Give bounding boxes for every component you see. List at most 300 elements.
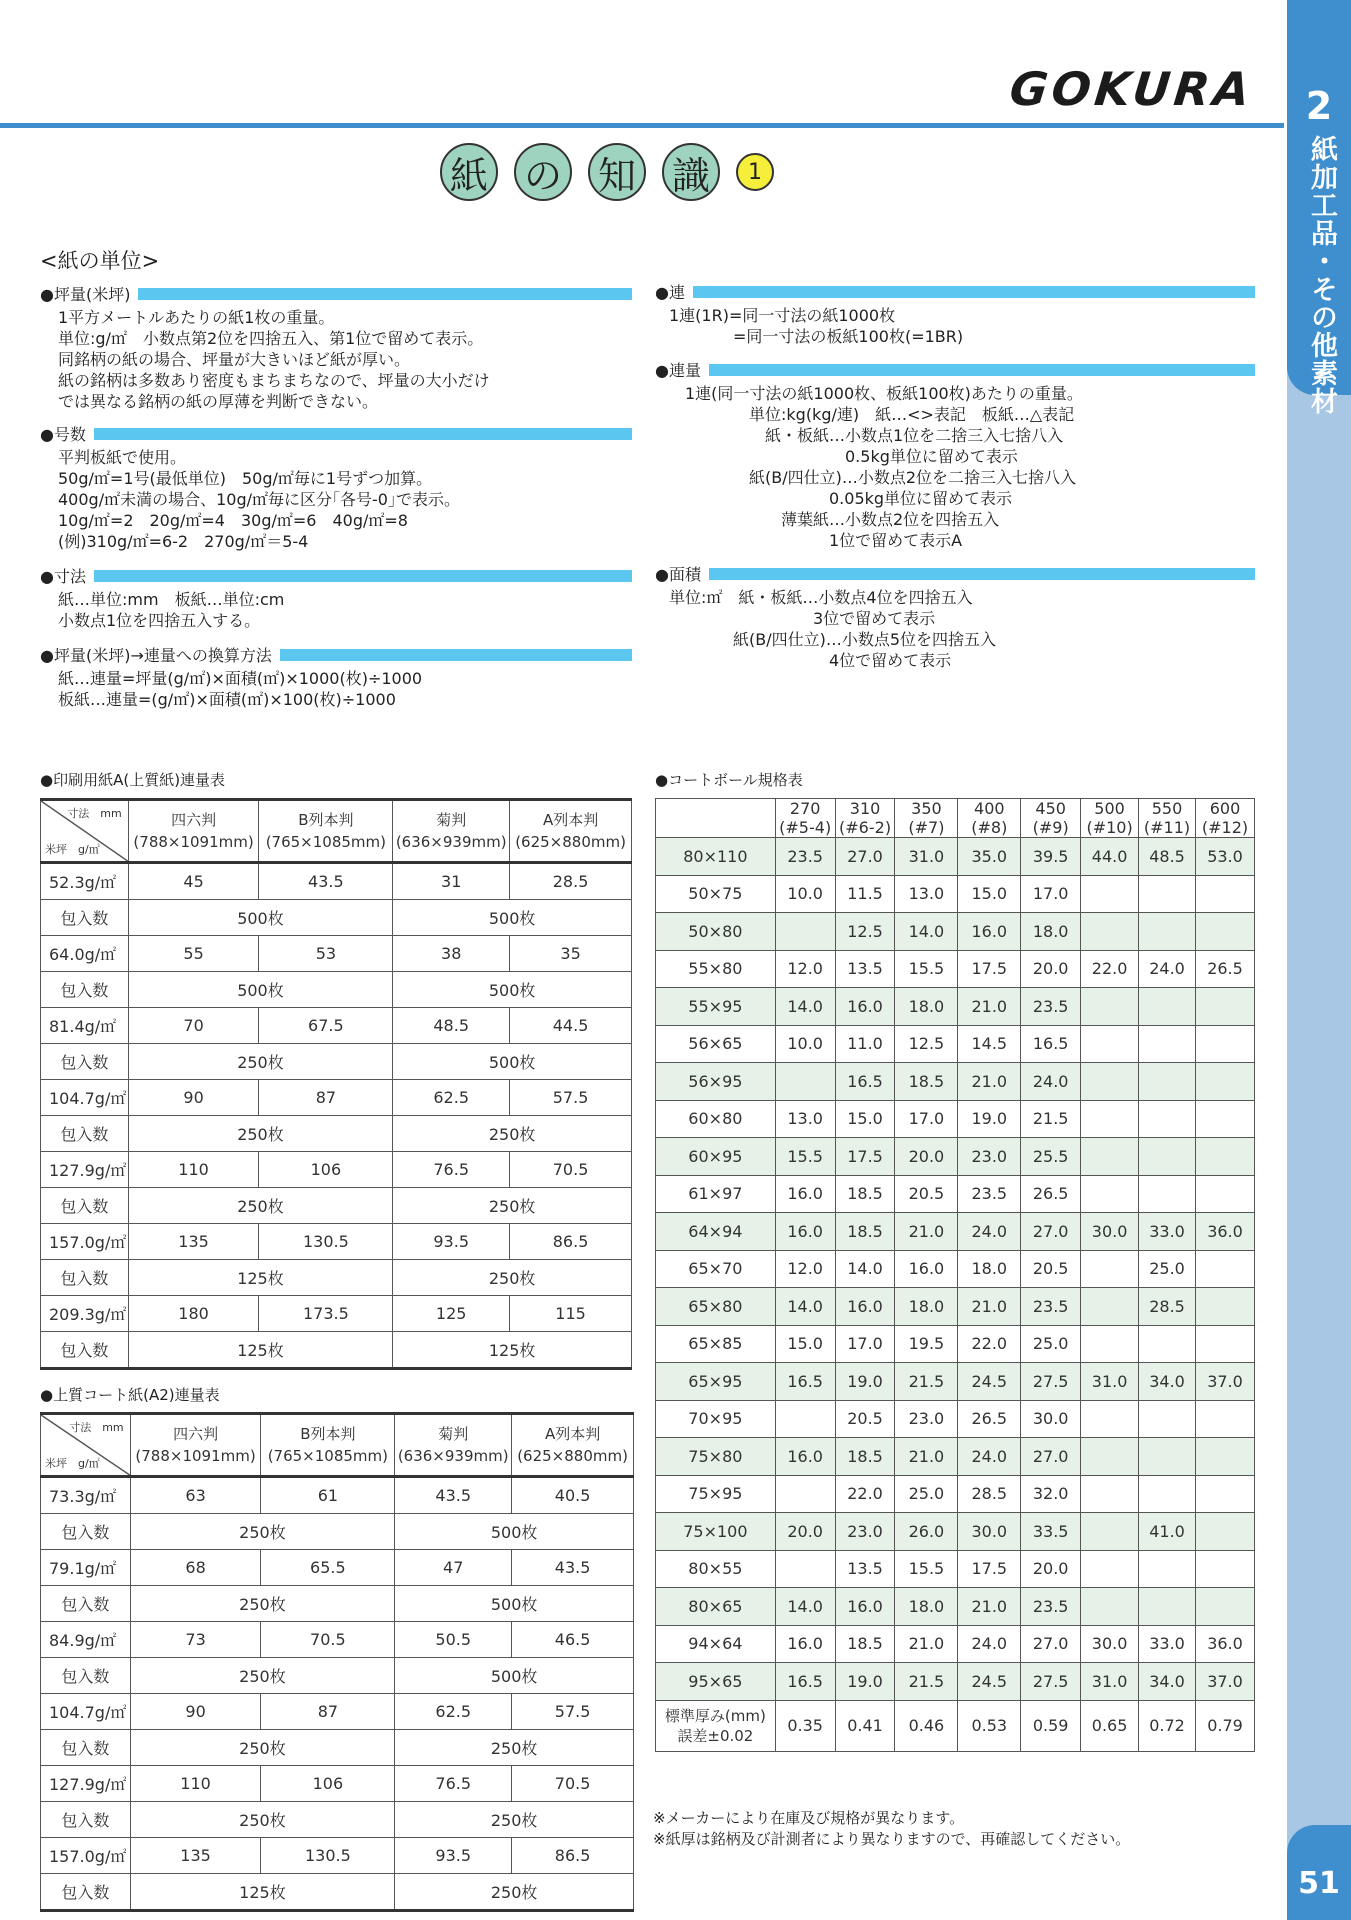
- pack-count-cell: 125枚: [128, 1260, 393, 1296]
- value-cell: 37.0: [1196, 1363, 1255, 1401]
- pack-count-cell: 250枚: [395, 1874, 634, 1911]
- ream-weight-cell: 40.5: [512, 1477, 634, 1514]
- table-row: [656, 1363, 1255, 1401]
- table-row: [656, 1400, 1255, 1438]
- value-cell: 25.0: [1021, 1325, 1081, 1363]
- weight-cell: 52.3g/㎡: [41, 863, 129, 900]
- ream-weight-cell: 43.5: [259, 863, 393, 900]
- pack-count-cell: 250枚: [393, 1188, 632, 1224]
- value-cell: [775, 1475, 835, 1513]
- pack-count-cell: 250枚: [395, 1730, 634, 1766]
- pack-label: 包入数: [41, 972, 129, 1008]
- value-cell: 33.0: [1139, 1213, 1196, 1251]
- pack-label: 包入数: [41, 1116, 129, 1152]
- page-number: 51: [1298, 1866, 1340, 1901]
- value-cell: 24.0: [958, 1625, 1021, 1663]
- size-cell: 50×80: [656, 913, 776, 951]
- value-cell: 23.5: [1021, 988, 1081, 1026]
- value-cell: [1081, 1063, 1139, 1101]
- table-row: [656, 1325, 1255, 1363]
- table-row: [656, 1663, 1255, 1701]
- value-cell: 36.0: [1196, 1625, 1255, 1663]
- table-row: [41, 1152, 632, 1188]
- pack-row: [41, 1514, 634, 1550]
- table-row: [656, 913, 1255, 951]
- section-title: ●連: [655, 282, 685, 302]
- value-cell: 23.0: [895, 1400, 958, 1438]
- table-row: [656, 1288, 1255, 1326]
- value-cell: 25.0: [1139, 1250, 1196, 1288]
- ream-weight-cell: 70: [128, 1008, 259, 1044]
- section-conversion: [40, 645, 632, 710]
- value-cell: 24.0: [958, 1438, 1021, 1476]
- value-cell: 34.0: [1139, 1363, 1196, 1401]
- value-cell: 14.0: [775, 1288, 835, 1326]
- header-corner: [656, 799, 776, 838]
- ream-weight-cell: 90: [128, 1080, 259, 1116]
- thickness-cell: 0.53: [958, 1700, 1021, 1751]
- section-area: [655, 564, 1255, 671]
- ream-weight-cell: 63: [130, 1477, 261, 1514]
- value-cell: 18.5: [835, 1625, 895, 1663]
- value-cell: 31.0: [1081, 1663, 1139, 1701]
- value-cell: [1081, 913, 1139, 951]
- table-header-row: [656, 799, 1255, 838]
- size-cell: 65×85: [656, 1325, 776, 1363]
- value-cell: 16.0: [895, 1250, 958, 1288]
- value-cell: 19.5: [895, 1325, 958, 1363]
- pack-row: [41, 972, 632, 1008]
- header-cell: A列本判 (625×880mm): [512, 1414, 634, 1477]
- value-cell: 19.0: [958, 1100, 1021, 1138]
- value-cell: [1139, 1063, 1196, 1101]
- table-row: [41, 1008, 632, 1044]
- value-cell: 16.5: [775, 1663, 835, 1701]
- value-cell: 31.0: [895, 838, 958, 876]
- value-cell: [1081, 1588, 1139, 1626]
- value-cell: 30.0: [1081, 1213, 1139, 1251]
- value-cell: 18.5: [895, 1063, 958, 1101]
- value-cell: 21.0: [958, 1063, 1021, 1101]
- value-cell: [1139, 875, 1196, 913]
- value-cell: [1139, 1400, 1196, 1438]
- header-rule: [0, 123, 1284, 128]
- ream-weight-cell: 28.5: [510, 863, 632, 900]
- value-cell: 16.0: [775, 1625, 835, 1663]
- pack-label: 包入数: [41, 1874, 131, 1911]
- value-cell: [1196, 1175, 1255, 1213]
- pack-count-cell: 250枚: [130, 1730, 395, 1766]
- size-cell: 64×94: [656, 1213, 776, 1251]
- size-cell: 65×80: [656, 1288, 776, 1326]
- pack-row: [41, 1730, 634, 1766]
- value-cell: 24.0: [1139, 950, 1196, 988]
- value-cell: 19.0: [835, 1363, 895, 1401]
- pack-row: [41, 1188, 632, 1224]
- value-cell: [1081, 1250, 1139, 1288]
- section-body: 1平方メートルあたりの紙1枚の重量。 単位:g/㎡ 小数点第2位を四捨五入、第1位で留めて表示。 同銘柄の紙の場合、坪量が大きいほど紙が厚い。 紙の銘柄は多数あり密度もまちまちなので、坪量の大小だけ では異なる銘柄の紙の厚薄を判断できない。: [58, 308, 490, 411]
- value-cell: [1139, 1325, 1196, 1363]
- table-row: [41, 1694, 634, 1730]
- chapter-number: 2: [1305, 84, 1333, 128]
- footnotes: [653, 1808, 1130, 1850]
- pack-count-cell: 250枚: [130, 1802, 395, 1838]
- ream-weight-cell: 38: [393, 936, 510, 972]
- ream-weight-cell: 70.5: [512, 1766, 634, 1802]
- header-cell: 500 (#10): [1081, 799, 1139, 838]
- size-cell: 75×80: [656, 1438, 776, 1476]
- pack-count-cell: 125枚: [393, 1332, 632, 1369]
- title-char: の: [514, 143, 572, 201]
- pack-count-cell: 500枚: [395, 1514, 634, 1550]
- value-cell: 30.0: [1081, 1625, 1139, 1663]
- value-cell: 37.0: [1196, 1663, 1255, 1701]
- value-cell: 27.0: [1021, 1213, 1081, 1251]
- thickness-cell: 0.59: [1021, 1700, 1081, 1751]
- value-cell: 18.0: [895, 1288, 958, 1326]
- value-cell: 41.0: [1139, 1513, 1196, 1551]
- header-cell: 四六判 (788×1091mm): [130, 1414, 261, 1477]
- table-row: [656, 1175, 1255, 1213]
- pack-label: 包入数: [41, 1260, 129, 1296]
- brand-logo: GOKURA: [1006, 62, 1256, 116]
- ream-weight-cell: 46.5: [512, 1622, 634, 1658]
- value-cell: 14.0: [835, 1250, 895, 1288]
- header-cell: 310 (#6-2): [835, 799, 895, 838]
- value-cell: [1081, 1025, 1139, 1063]
- header-cell: 600 (#12): [1196, 799, 1255, 838]
- weight-cell: 79.1g/㎡: [41, 1550, 131, 1586]
- ream-weight-cell: 57.5: [510, 1080, 632, 1116]
- value-cell: [1081, 875, 1139, 913]
- section-body: 単位:㎡ 紙・板紙…小数点4位を四捨五入 3位で留めて表示 紙(B/四仕立)…小数点5位を四捨五入 4位で留めて表示: [669, 588, 997, 670]
- value-cell: 15.5: [895, 950, 958, 988]
- weight-cell: 64.0g/㎡: [41, 936, 129, 972]
- value-cell: 13.5: [835, 950, 895, 988]
- value-cell: [1139, 1175, 1196, 1213]
- ream-weight-cell: 87: [261, 1694, 395, 1730]
- value-cell: 23.0: [835, 1513, 895, 1551]
- value-cell: 17.5: [958, 950, 1021, 988]
- value-cell: 16.0: [835, 1288, 895, 1326]
- value-cell: 24.0: [1021, 1063, 1081, 1101]
- table-row: [656, 1588, 1255, 1626]
- value-cell: 14.0: [775, 1588, 835, 1626]
- footnote: ※紙厚は銘柄及び計測者により異なりますので、再確認してください。: [653, 1830, 1131, 1848]
- value-cell: 27.0: [835, 838, 895, 876]
- ream-weight-cell: 35: [510, 936, 632, 972]
- value-cell: [1081, 1550, 1139, 1588]
- pack-count-cell: 250枚: [130, 1586, 395, 1622]
- value-cell: 18.0: [1021, 913, 1081, 951]
- value-cell: 26.5: [958, 1400, 1021, 1438]
- weight-cell: 127.9g/㎡: [41, 1766, 131, 1802]
- value-cell: 53.0: [1196, 838, 1255, 876]
- ream-weight-cell: 76.5: [395, 1766, 512, 1802]
- table-row: [656, 1625, 1255, 1663]
- value-cell: 24.5: [958, 1363, 1021, 1401]
- value-cell: 18.0: [895, 988, 958, 1026]
- pack-count-cell: 250枚: [128, 1044, 393, 1080]
- table-header-row: [41, 1414, 634, 1477]
- ream-weight-cell: 43.5: [512, 1550, 634, 1586]
- table-title: ●コートボール規格表: [655, 771, 803, 789]
- header-cell: A列本判 (625×880mm): [510, 800, 632, 863]
- value-cell: 11.0: [835, 1025, 895, 1063]
- pack-count-cell: 500枚: [393, 900, 632, 936]
- pack-row: [41, 1260, 632, 1296]
- value-cell: [1139, 1138, 1196, 1176]
- table-row: [656, 1063, 1255, 1101]
- value-cell: 22.0: [958, 1325, 1021, 1363]
- value-cell: [1081, 1513, 1139, 1551]
- size-cell: 94×64: [656, 1625, 776, 1663]
- header-corner: [41, 1414, 131, 1477]
- weight-cell: 157.0g/㎡: [41, 1224, 129, 1260]
- table-row: [656, 838, 1255, 876]
- section-title: ●連量: [655, 360, 701, 380]
- pack-count-cell: 125枚: [128, 1332, 393, 1369]
- size-cell: 80×65: [656, 1588, 776, 1626]
- value-cell: 23.5: [1021, 1588, 1081, 1626]
- ream-weight-cell: 55: [128, 936, 259, 972]
- footnote: ※メーカーにより在庫及び規格が異なります。: [653, 1809, 965, 1827]
- section-body: 1連(1R)=同一寸法の紙1000枚 =同一寸法の板紙100枚(=1BR): [669, 306, 964, 346]
- thickness-cell: 0.79: [1196, 1700, 1255, 1751]
- ream-weight-cell: 76.5: [393, 1152, 510, 1188]
- value-cell: 20.0: [775, 1513, 835, 1551]
- ream-weight-cell: 93.5: [395, 1838, 512, 1874]
- value-cell: [775, 1063, 835, 1101]
- value-cell: 30.0: [958, 1513, 1021, 1551]
- value-cell: 10.0: [775, 875, 835, 913]
- pack-label: 包入数: [41, 1044, 129, 1080]
- pack-count-cell: 250枚: [128, 1188, 393, 1224]
- value-cell: 18.5: [835, 1175, 895, 1213]
- value-cell: 16.5: [835, 1063, 895, 1101]
- value-cell: 28.5: [958, 1475, 1021, 1513]
- ream-weight-cell: 43.5: [395, 1477, 512, 1514]
- value-cell: 17.0: [1021, 875, 1081, 913]
- pack-row: [41, 1658, 634, 1694]
- ream-weight-cell: 87: [259, 1080, 393, 1116]
- ream-weight-cell: 53: [259, 936, 393, 972]
- ream-weight-cell: 57.5: [512, 1694, 634, 1730]
- value-cell: 16.5: [1021, 1025, 1081, 1063]
- weight-cell: 84.9g/㎡: [41, 1622, 131, 1658]
- value-cell: 25.5: [1021, 1138, 1081, 1176]
- thickness-cell: 0.41: [835, 1700, 895, 1751]
- header-cell: B列本判 (765×1085mm): [259, 800, 393, 863]
- value-cell: 34.0: [1139, 1663, 1196, 1701]
- pack-row: [41, 1802, 634, 1838]
- section-ream: [655, 282, 1255, 347]
- value-cell: [1196, 1400, 1255, 1438]
- value-cell: 20.5: [835, 1400, 895, 1438]
- header-cell: 菊判 (636×939mm): [395, 1414, 512, 1477]
- unit-heading: <紙の単位>: [40, 249, 160, 273]
- pack-count-cell: 250枚: [395, 1802, 634, 1838]
- ream-weight-cell: 70.5: [261, 1622, 395, 1658]
- value-cell: [1081, 1138, 1139, 1176]
- table-row: [41, 1477, 634, 1514]
- value-cell: 27.0: [1021, 1438, 1081, 1476]
- value-cell: 17.0: [835, 1325, 895, 1363]
- pack-label: 包入数: [41, 1514, 131, 1550]
- value-cell: 17.0: [895, 1100, 958, 1138]
- ream-weight-cell: 135: [130, 1838, 261, 1874]
- title-char: 識: [662, 143, 720, 201]
- header-cell: 菊判 (636×939mm): [393, 800, 510, 863]
- value-cell: [1196, 1550, 1255, 1588]
- value-cell: [1196, 1513, 1255, 1551]
- size-cell: 55×95: [656, 988, 776, 1026]
- value-cell: 16.0: [775, 1213, 835, 1251]
- value-cell: [1196, 1475, 1255, 1513]
- value-cell: 27.0: [1021, 1625, 1081, 1663]
- value-cell: [775, 1550, 835, 1588]
- weight-cell: 73.3g/㎡: [41, 1477, 131, 1514]
- value-cell: 18.0: [958, 1250, 1021, 1288]
- value-cell: 15.5: [775, 1138, 835, 1176]
- value-cell: 14.0: [895, 913, 958, 951]
- value-cell: [1196, 1325, 1255, 1363]
- value-cell: 21.0: [958, 1288, 1021, 1326]
- pack-count-cell: 500枚: [393, 972, 632, 1008]
- value-cell: 20.5: [1021, 1250, 1081, 1288]
- value-cell: 18.5: [835, 1213, 895, 1251]
- header-cell: 400 (#8): [958, 799, 1021, 838]
- value-cell: 11.5: [835, 875, 895, 913]
- size-cell: 70×95: [656, 1400, 776, 1438]
- page-title: [440, 143, 774, 201]
- pack-count-cell: 125枚: [130, 1874, 395, 1911]
- value-cell: 25.0: [895, 1475, 958, 1513]
- weight-cell: 127.9g/㎡: [41, 1152, 129, 1188]
- value-cell: [1196, 1025, 1255, 1063]
- ream-weight-cell: 130.5: [261, 1838, 395, 1874]
- value-cell: 16.0: [775, 1438, 835, 1476]
- corner-label: 寸法 mm: [69, 1421, 124, 1434]
- size-cell: 65×95: [656, 1363, 776, 1401]
- header-cell: B列本判 (765×1085mm): [261, 1414, 395, 1477]
- ream-weight-cell: 125: [393, 1296, 510, 1332]
- value-cell: 14.0: [775, 988, 835, 1026]
- value-cell: 14.5: [958, 1025, 1021, 1063]
- weight-cell: 209.3g/㎡: [41, 1296, 129, 1332]
- value-cell: 30.0: [1021, 1400, 1081, 1438]
- ream-weight-cell: 31: [393, 863, 510, 900]
- value-cell: 16.5: [775, 1363, 835, 1401]
- value-cell: 18.5: [835, 1438, 895, 1476]
- pack-label: 包入数: [41, 1658, 131, 1694]
- header-cell: 350 (#7): [895, 799, 958, 838]
- ream-weight-cell: 135: [128, 1224, 259, 1260]
- ream-weight-cell: 106: [259, 1152, 393, 1188]
- pack-count-cell: 250枚: [393, 1116, 632, 1152]
- pack-row: [41, 1044, 632, 1080]
- value-cell: 33.5: [1021, 1513, 1081, 1551]
- value-cell: 26.5: [1021, 1175, 1081, 1213]
- value-cell: 12.0: [775, 950, 835, 988]
- value-cell: [1196, 1063, 1255, 1101]
- section-title: ●号数: [40, 424, 86, 444]
- value-cell: 21.5: [895, 1663, 958, 1701]
- header-corner: [41, 800, 129, 863]
- weight-cell: 81.4g/㎡: [41, 1008, 129, 1044]
- table-title: ●印刷用紙A(上質紙)連量表: [40, 771, 226, 789]
- table-row: [656, 950, 1255, 988]
- value-cell: 21.5: [895, 1363, 958, 1401]
- value-cell: [1081, 1288, 1139, 1326]
- corner-label: 寸法 mm: [67, 807, 122, 820]
- table-row: [41, 1550, 634, 1586]
- ream-weight-cell: 90: [130, 1694, 261, 1730]
- size-cell: 61×97: [656, 1175, 776, 1213]
- value-cell: 35.0: [958, 838, 1021, 876]
- section-title: ●面積: [655, 564, 701, 584]
- table-row: [41, 1224, 632, 1260]
- ream-weight-cell: 110: [130, 1766, 261, 1802]
- table-row: [656, 1100, 1255, 1138]
- size-cell: 95×65: [656, 1663, 776, 1701]
- pack-count-cell: 250枚: [393, 1260, 632, 1296]
- pack-label: 包入数: [41, 1332, 129, 1369]
- value-cell: [775, 913, 835, 951]
- ream-weight-cell: 115: [510, 1296, 632, 1332]
- value-cell: 22.0: [1081, 950, 1139, 988]
- value-cell: 21.0: [895, 1438, 958, 1476]
- value-cell: [1081, 1325, 1139, 1363]
- pack-label: 包入数: [41, 900, 129, 936]
- thickness-cell: 0.46: [895, 1700, 958, 1751]
- value-cell: 13.0: [775, 1100, 835, 1138]
- value-cell: 20.0: [1021, 950, 1081, 988]
- value-cell: 13.0: [895, 875, 958, 913]
- chapter-label: 紙加工品・その他素材: [1306, 135, 1337, 415]
- value-cell: [1196, 1100, 1255, 1138]
- pack-row: [41, 1586, 634, 1622]
- value-cell: 23.5: [1021, 1288, 1081, 1326]
- reams-table-a2: [40, 1412, 634, 1912]
- size-cell: 75×100: [656, 1513, 776, 1551]
- table-row: [656, 988, 1255, 1026]
- thickness-label: 標準厚み(mm) 誤差±0.02: [656, 1700, 776, 1751]
- value-cell: 33.0: [1139, 1625, 1196, 1663]
- section-body: 紙…単位:mm 板紙…単位:cm 小数点1位を四捨五入する。: [58, 590, 285, 630]
- table-row: [41, 1766, 634, 1802]
- ream-weight-cell: 70.5: [510, 1152, 632, 1188]
- value-cell: 23.0: [958, 1138, 1021, 1176]
- weight-cell: 104.7g/㎡: [41, 1694, 131, 1730]
- value-cell: [1139, 988, 1196, 1026]
- value-cell: [1081, 1175, 1139, 1213]
- ream-weight-cell: 65.5: [261, 1550, 395, 1586]
- value-cell: 17.5: [958, 1550, 1021, 1588]
- size-cell: 56×65: [656, 1025, 776, 1063]
- value-cell: 15.5: [895, 1550, 958, 1588]
- table-row: [656, 1213, 1255, 1251]
- value-cell: 16.0: [835, 988, 895, 1026]
- weight-cell: 104.7g/㎡: [41, 1080, 129, 1116]
- value-cell: [1196, 875, 1255, 913]
- title-char: 知: [588, 143, 646, 201]
- value-cell: 21.5: [1021, 1100, 1081, 1138]
- ream-weight-cell: 47: [395, 1550, 512, 1586]
- table-row: [41, 1622, 634, 1658]
- section-ream-weight: [655, 360, 1255, 551]
- ream-weight-cell: 62.5: [393, 1080, 510, 1116]
